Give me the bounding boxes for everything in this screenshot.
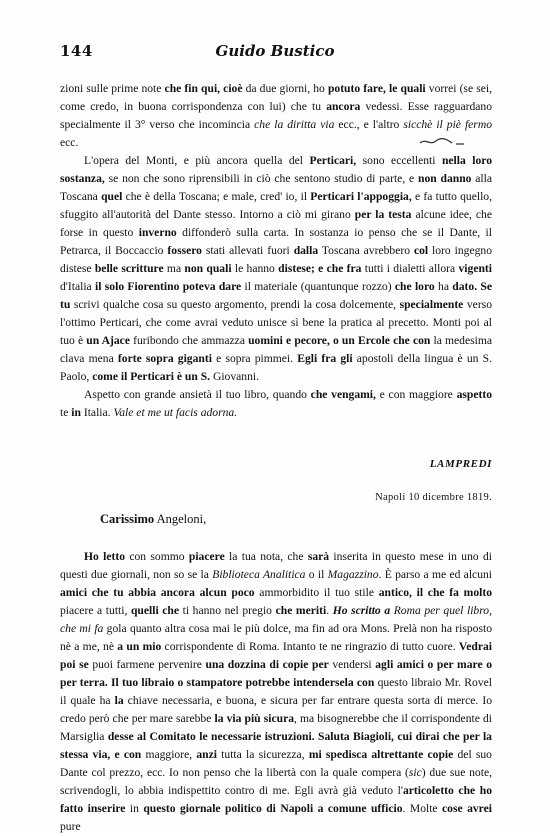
letter-angeloni-body <box>60 548 492 836</box>
text-run: stati allevati fuori <box>201 244 294 257</box>
text-run: e fa tutto quello, sfuggito all'autorità del Dante stesso. Intorno a ciò mi girano <box>60 190 492 221</box>
text-run: . Molte <box>402 802 443 815</box>
text-run: pure <box>60 820 81 833</box>
text-run: Perticari l'appoggia, <box>310 190 412 203</box>
text-run: non quali <box>184 262 232 275</box>
text-run: corrispondente di Roma. Intanto te ne ringrazio di tutto cuore. <box>161 640 459 653</box>
text-run: Roma per quel libro, che mi fa <box>60 604 492 635</box>
text-run: che vengami, <box>310 388 376 401</box>
text-run: . È parso a me ed alcuni <box>378 568 493 581</box>
text-run: sarà <box>307 550 330 563</box>
text-run: ecc. <box>60 136 79 149</box>
text-run: Giovanni. <box>210 370 260 383</box>
text-run: con sommo <box>125 550 189 563</box>
text-run: potuto fare, le quali <box>327 82 426 95</box>
text-run: tutti i dialetti allora <box>361 262 459 275</box>
letter-dateline: Napoli 10 dicembre 1819. <box>375 492 492 503</box>
text-run: non danno <box>418 172 472 185</box>
salutation-greeting: Carissimo <box>100 512 155 526</box>
text-run: antico, il che fa molto <box>378 586 492 599</box>
text-run: Perticari, <box>309 154 357 167</box>
text-run: dato. Se tu <box>60 280 493 311</box>
text-run: , ma bisognerebbe che il corrispondente di Marsiglia <box>60 712 492 743</box>
text-run: uomini e pecore, o un Ercole che con <box>248 334 431 347</box>
text-run: a un mio <box>117 640 162 653</box>
text-run: vorrei (se sei, come credo, in buona corrispondenza con lui) che tu <box>60 82 492 113</box>
text-run: nella loro sostanza, <box>60 154 493 185</box>
text-run: ancora <box>326 100 361 113</box>
letter-lampredi-body <box>60 80 492 422</box>
text-run: che fin qui, cioè <box>164 82 243 95</box>
text-run: apostoli della lingua è un S. Paolo, <box>60 352 492 383</box>
text-run: inverno <box>138 226 177 239</box>
ink-mark <box>418 134 468 148</box>
text-run: ma <box>163 262 185 275</box>
text-run: sono eccellenti <box>356 154 442 167</box>
text-run: Toscana avrebbero <box>318 244 414 257</box>
text-run: scrivi qualche cosa su questo argomento, prendi la cosa dolcemente, <box>70 298 400 311</box>
letter-salutation <box>100 512 206 527</box>
text-run: e sopra pimmei. <box>211 352 298 365</box>
text-run: cose avrei <box>442 802 492 815</box>
text-run: la via più sicura <box>214 712 295 725</box>
text-run: desse al Comitato le necessarie istruzioni. Saluta Biagioli, cui dirai che per la stessa via, e con <box>60 730 492 761</box>
text-run: diffonderò sulla carta. In sostanza io penso che se il Dante, il Petrarca, il Boccaccio <box>60 226 492 257</box>
text-run: un Ajace <box>86 334 130 347</box>
text-run: in <box>71 406 81 419</box>
text-run: come il Perticari è un S. <box>92 370 211 383</box>
text-run: zioni sulle prime note <box>60 82 165 95</box>
text-run: che loro <box>394 280 435 293</box>
text-run: se non che sono riprensibili in ciò che sentono studio di parte, e <box>104 172 418 185</box>
text-run: o il <box>305 568 328 581</box>
text-run: la tua nota, che <box>224 550 308 563</box>
text-run: distese; e che fra <box>278 262 362 275</box>
text-run: ha <box>434 280 453 293</box>
text-run: quel <box>101 190 123 203</box>
text-run: Biblioteca Analitica <box>212 568 306 581</box>
text-run: L'opera del Monti, e più ancora quella del <box>84 154 310 167</box>
text-run: del suo Dante col prezzo, ecc. Io non penso che la libertà con la quale compera ( <box>60 748 492 779</box>
text-run: da due giorni, ho <box>242 82 328 95</box>
text-run: dalla <box>293 244 319 257</box>
paragraph <box>60 548 492 836</box>
text-run: Vedrai poi se <box>60 640 492 671</box>
text-run: maggiore, <box>141 748 197 761</box>
text-run: il solo Fiorentino poteva dare <box>95 280 242 293</box>
text-run: agli amici o per mare o per terra. Il tuo libraio o stampatore potrebbe intendersela con <box>60 658 492 689</box>
running-head: Guido Bustico <box>215 42 335 60</box>
text-run: loro ingegno distese <box>60 244 493 275</box>
text-run: e con maggiore <box>375 388 457 401</box>
text-run: sicchè il piè fermo <box>403 118 492 131</box>
text-run: le hanno <box>231 262 279 275</box>
text-run: in <box>125 802 144 815</box>
text-run: vigenti <box>458 262 492 275</box>
text-run: Ho letto <box>84 550 126 563</box>
text-run: piacere <box>188 550 225 563</box>
text-run: che è della Toscana; e male, cred' io, il <box>122 190 311 203</box>
text-run: aspetto <box>456 388 492 401</box>
text-run: anzi <box>196 748 217 761</box>
text-run: verso l'ottimo Perticari, che come avrai veduto unisce sì bene la pratica al precetto. Monti poi al tuo è <box>60 298 492 347</box>
text-run: Aspetto con grande ansietà il tuo libro, quando <box>84 388 311 401</box>
text-run: questo giornale politico di Napoli a comune ufficio <box>143 802 403 815</box>
text-run: col <box>413 244 429 257</box>
signature-lampredi: LAMPREDI <box>429 458 492 470</box>
text-run: vedessi. Esse ragguardano specialmente il 3° verso che incomincia <box>60 100 492 131</box>
text-run: . <box>326 604 333 617</box>
text-run: forte sopra giganti <box>117 352 212 365</box>
text-run: una dozzina di copie per <box>205 658 329 671</box>
text-run: questo libraio Mr. Rovel il quale ha <box>60 676 492 707</box>
text-run: ecc., e l'altro <box>334 118 404 131</box>
text-run: ) due sue note, scrivendogli, lo abbia indispettito contro di me. Egli avrà già veduto l' <box>60 766 492 797</box>
text-run: sic <box>408 766 422 779</box>
text-run: alcune idee, che forse in questo <box>60 208 492 239</box>
page-header <box>60 42 490 66</box>
text-run: inserita in questo mese in uno di questi due giornali, non so se la <box>60 550 493 581</box>
text-run: piacere a tutti, <box>60 604 131 617</box>
text-run: belle scritture <box>94 262 164 275</box>
text-run: te <box>60 406 72 419</box>
text-run: la medesima clava mena <box>60 334 493 365</box>
text-run: gola quanto altra cosa mai le più dolce, ma fin ad ora Mons. Prelà non ha risposto nè a me, nè <box>60 622 493 653</box>
text-run: per la testa <box>354 208 412 221</box>
text-run: Magazzino <box>327 568 379 581</box>
text-run: il materiale (quantunque rozzo) <box>241 280 395 293</box>
text-run: Ho scritto a <box>332 604 391 617</box>
paragraph <box>60 152 492 386</box>
text-run: articoletto che ho fatto inserire <box>60 784 492 815</box>
text-run: chiave necessaria, e buona, e sicura per far entrare questa sorta di merce. Io credo però che per mare sarebbe <box>60 694 493 725</box>
page-number: 144 <box>60 42 93 60</box>
text-run: ammorbidito il tuo stile <box>254 586 379 599</box>
text-run: Italia. <box>80 406 114 419</box>
text-run: la <box>114 694 124 707</box>
text-run: amici che tu abbia ancora alcun poco <box>60 586 255 599</box>
salutation-addressee: Angeloni, <box>154 512 207 526</box>
paragraph <box>60 386 492 422</box>
text-run: Egli fra gli <box>297 352 353 365</box>
text-run: tutta la sicurezza, <box>216 748 309 761</box>
text-run: alla Toscana <box>60 172 492 203</box>
text-run: specialmente <box>399 298 464 311</box>
text-run: quelli che <box>130 604 180 617</box>
text-run: fossero <box>167 244 202 257</box>
text-run: furibondo che ammazza <box>129 334 249 347</box>
text-run: vendersi <box>328 658 376 671</box>
text-run: Vale et me ut facis adorna. <box>113 406 238 419</box>
text-run: che la diritta via <box>254 118 335 131</box>
text-run: puoi farmene pervenire <box>88 658 206 671</box>
text-run: mi spedisca altrettante copie <box>308 748 454 761</box>
text-run: che meriti <box>275 604 327 617</box>
text-run: d'Italia <box>60 280 96 293</box>
text-run: ti hanno nel pregio <box>179 604 276 617</box>
